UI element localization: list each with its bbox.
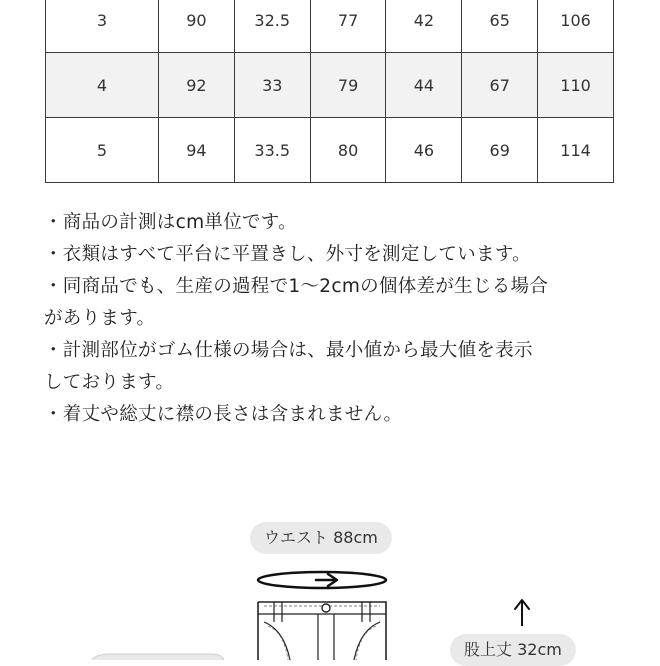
table-cell: 77 [310,0,386,53]
waist-arrow-icon [316,574,337,586]
size-cell: 5 [46,118,159,183]
size-table [45,0,614,183]
table-cell: 42 [386,0,462,53]
table-row [46,118,614,183]
table-cell: 67 [462,53,538,118]
table-cell: 46 [386,118,462,183]
table-cell: 110 [538,53,614,118]
pants-outline-icon [258,602,386,660]
partial-label-pill-icon [92,654,224,660]
table-cell: 106 [538,0,614,53]
table-cell: 65 [462,0,538,53]
table-cell: 80 [310,118,386,183]
table-cell: 33 [234,53,310,118]
table-cell: 44 [386,53,462,118]
note-line: ・同商品でも、生産の過程で1〜2cmの個体差が生じる場合 [44,276,549,297]
note-line: ・着丈や総丈に襟の長さは含まれません。 [44,404,403,425]
table-row [46,0,614,53]
note-line: ・商品の計測はcm単位です。 [44,212,297,233]
note-line: ・衣類はすべて平台に平置きし、外寸を測定しています。 [44,244,531,265]
table-cell: 69 [462,118,538,183]
waist-measurement-label: ウエスト 88cm [250,522,392,554]
table-cell: 94 [159,118,235,183]
note-line: しております。 [44,372,175,393]
note-line: ・計測部位がゴム仕様の場合は、最小値から最大値を表示 [44,340,533,361]
note-line: があります。 [44,308,156,329]
size-cell: 3 [46,0,159,53]
table-cell: 114 [538,118,614,183]
waist-measure-loop-icon [258,572,386,588]
table-cell: 33.5 [234,118,310,183]
size-cell: 4 [46,53,159,118]
rise-measurement-label: 股上丈 32cm [450,634,576,666]
table-cell: 92 [159,53,235,118]
table-cell: 79 [310,53,386,118]
measurement-notes [44,207,644,431]
table-row [46,53,614,118]
table-cell: 90 [159,0,235,53]
table-cell: 32.5 [234,0,310,53]
rise-arrow-icon [515,600,529,626]
